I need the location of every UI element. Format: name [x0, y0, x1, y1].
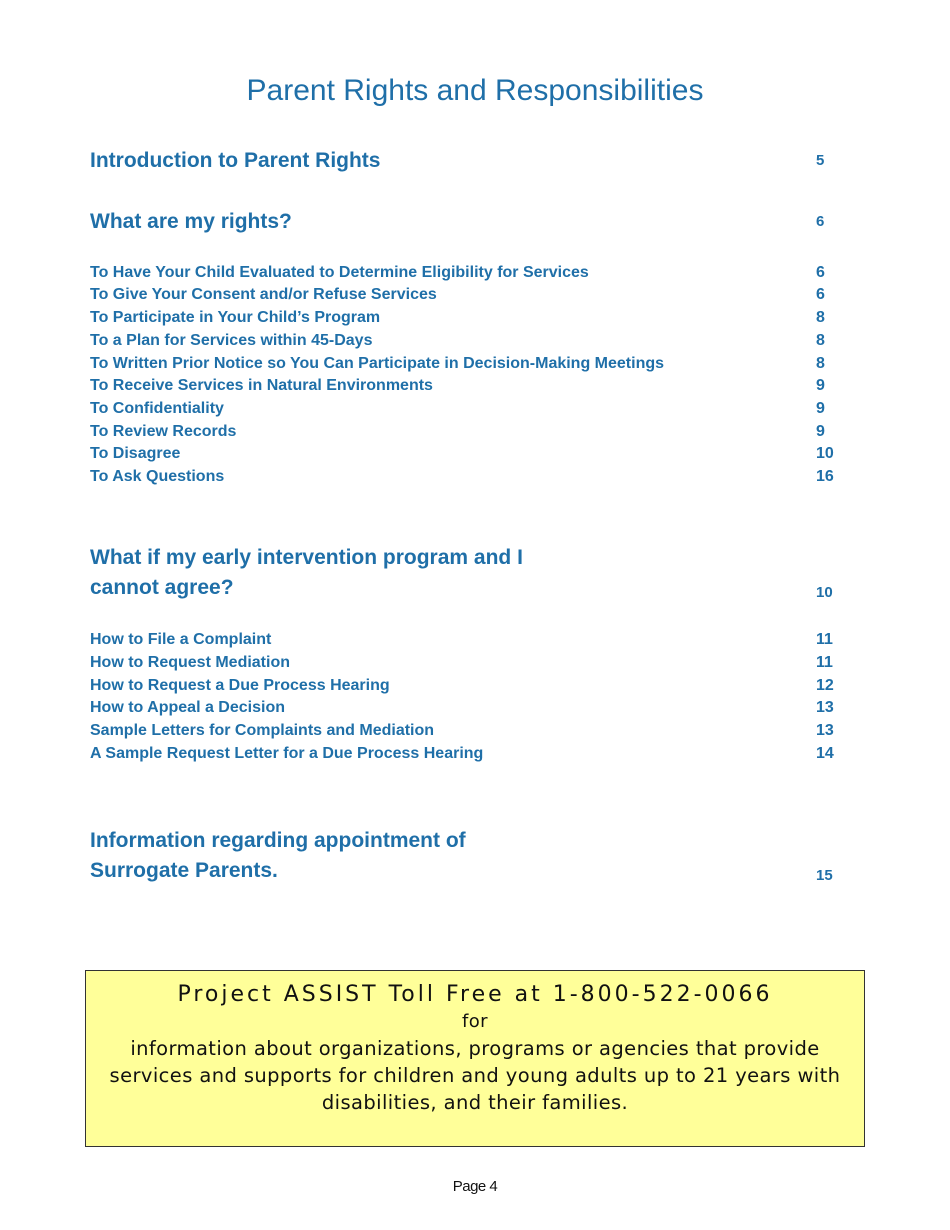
toc-item[interactable]: [90, 307, 850, 329]
toc-item-label: To Have Your Child Evaluated to Determine Eligibility for Services: [90, 264, 589, 281]
toc-page-number: 9: [816, 377, 825, 394]
toc-page-number: 8: [816, 309, 825, 326]
toc-page-number: 12: [816, 677, 834, 694]
toc-section-disagree[interactable]: [90, 543, 850, 603]
toc-item[interactable]: [90, 398, 850, 420]
toc-section-label: What are my rights?: [90, 210, 292, 233]
toc-page-number: 9: [816, 423, 825, 440]
toc-page-number: 6: [816, 264, 825, 281]
toc-page-number: 9: [816, 400, 825, 417]
notice-info: information about organizations, programs or agencies that provide services and supports for children and young adults up to 21 years with disabilities, and their families.: [109, 1037, 841, 1114]
toc-section-label-line2: Surrogate Parents.: [90, 859, 278, 882]
toc-section-intro[interactable]: [90, 146, 850, 176]
toc-page-number: 8: [816, 332, 825, 349]
toc-section-label-line2: cannot agree?: [90, 576, 234, 599]
project-assist-notice: [85, 970, 865, 1147]
toc-item-label: How to Request a Due Process Hearing: [90, 677, 390, 694]
toc-item-label: To a Plan for Services within 45-Days: [90, 332, 373, 349]
toc-item-label: To Written Prior Notice so You Can Participate in Decision-Making Meetings: [90, 355, 665, 372]
toc-item[interactable]: [90, 330, 850, 352]
toc-item-label: A Sample Request Letter for a Due Process Hearing: [90, 745, 484, 762]
toc-page-number: 14: [816, 745, 834, 762]
toc-item[interactable]: [90, 284, 850, 306]
toc-item-label: How to Request Mediation: [90, 654, 290, 671]
toc-item-label: To Review Records: [90, 423, 237, 440]
page-number-footer: Page 4: [452, 1178, 498, 1195]
notice-headline: Project ASSIST Toll Free at 1-800-522-0066: [177, 982, 773, 1007]
toc-section-label: Introduction to Parent Rights: [90, 149, 381, 172]
toc-page-number: 13: [816, 722, 834, 739]
toc-page-number: 6: [816, 286, 825, 303]
toc-item[interactable]: [90, 720, 850, 742]
toc-page-number: 10: [816, 584, 833, 601]
toc-section-surrogate[interactable]: [90, 826, 850, 886]
toc-page-number: 11: [816, 654, 833, 671]
toc-page-number: 13: [816, 699, 834, 716]
notice-for: for: [462, 1011, 488, 1032]
toc-item[interactable]: [90, 443, 850, 465]
toc-item-label: To Disagree: [90, 445, 181, 462]
toc-page-number: 11: [816, 631, 833, 648]
page-title: Parent Rights and Responsibilities: [246, 74, 704, 107]
toc-section-rights[interactable]: [90, 207, 850, 237]
toc-page-number: 8: [816, 355, 825, 372]
toc-item[interactable]: [90, 743, 850, 765]
toc-item-label: To Give Your Consent and/or Refuse Services: [90, 286, 437, 303]
toc-item[interactable]: [90, 652, 850, 674]
toc-page-number: 10: [816, 445, 834, 462]
toc-item[interactable]: [90, 421, 850, 443]
toc-item-label: To Ask Questions: [90, 468, 225, 485]
toc-item-label: Sample Letters for Complaints and Mediation: [90, 722, 435, 739]
toc-item-label: How to File a Complaint: [90, 631, 272, 648]
toc-item-label: To Participate in Your Child’s Program: [90, 309, 381, 326]
toc-section-label-line1: What if my early intervention program and I: [90, 546, 523, 569]
toc-item[interactable]: [90, 262, 850, 284]
toc-item[interactable]: [90, 375, 850, 397]
toc-section-label-line1: Information regarding appointment of: [90, 829, 466, 852]
toc-item[interactable]: [90, 697, 850, 719]
toc-item[interactable]: [90, 629, 850, 651]
toc-page-number: 15: [816, 867, 833, 884]
toc-page-number: 5: [816, 152, 825, 169]
toc-item[interactable]: [90, 466, 850, 488]
toc-page-number: 6: [816, 213, 825, 230]
toc-item[interactable]: [90, 353, 850, 375]
toc-item-label: To Receive Services in Natural Environments: [90, 377, 433, 394]
toc-item-label: How to Appeal a Decision: [90, 699, 285, 716]
toc-item[interactable]: [90, 675, 850, 697]
toc-item-label: To Confidentiality: [90, 400, 224, 417]
toc-page-number: 16: [816, 468, 834, 485]
